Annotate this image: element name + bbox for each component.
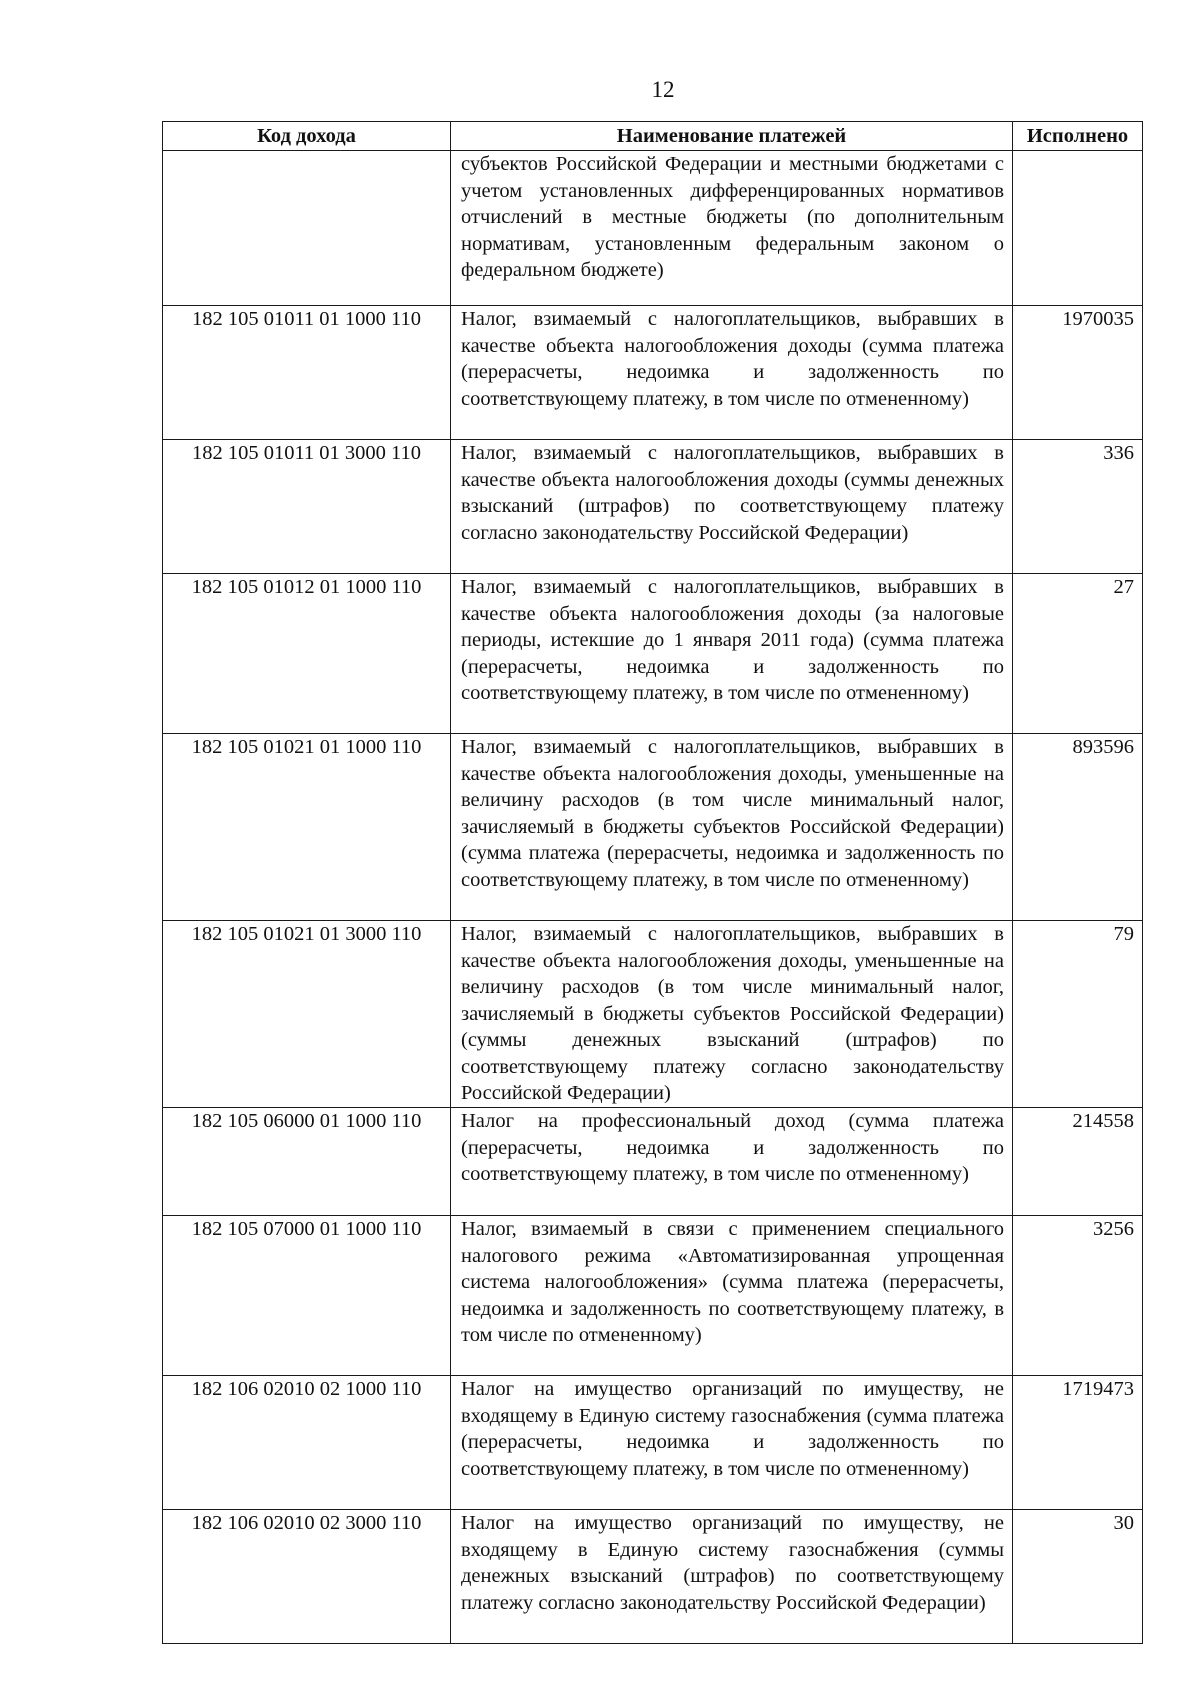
payment-name: субъектов Российской Федерации и местными бюджетами с учетом установленных дифференцированных нормативов отчислений в местные бюджеты (по дополнительным нормативам, установленным федеральным законом о федеральном бюджете) (451, 151, 1013, 306)
income-code: 182 105 01011 01 1000 110 (163, 306, 451, 440)
header-code: Код дохода (163, 122, 451, 151)
income-code: 182 105 01012 01 1000 110 (163, 574, 451, 734)
table-row (163, 1216, 1143, 1376)
header-name: Наименование платежей (451, 122, 1013, 151)
executed-amount: 336 (1013, 440, 1143, 574)
table-row (163, 151, 1143, 306)
payment-name: Налог на имущество организаций по имуществу, не входящему в Единую систему газоснабжения (сумма платежа (перерасчеты, недоимка и задолженность по соответствующему платежу, в том числе по отмененному) (451, 1376, 1013, 1510)
payment-name: Налог, взимаемый в связи с применением специального налогового режима «Автоматизированная упрощенная система налогообложения» (сумма платежа (перерасчеты, недоимка и задолженность по соответствующему платежу, в том числе по отмененному) (451, 1216, 1013, 1376)
table-row (163, 306, 1143, 440)
executed-amount: 893596 (1013, 734, 1143, 921)
executed-amount: 1970035 (1013, 306, 1143, 440)
executed-amount: 3256 (1013, 1216, 1143, 1376)
table-row (163, 1510, 1143, 1644)
executed-amount: 27 (1013, 574, 1143, 734)
payment-name: Налог на имущество организаций по имуществу, не входящему в Единую систему газоснабжения (суммы денежных взысканий (штрафов) по соответствующему платежу согласно законодательству Российской Федерации) (451, 1510, 1013, 1644)
table-row (163, 574, 1143, 734)
page-number: 12 (651, 77, 675, 102)
income-code (163, 151, 451, 306)
table-header-row (163, 122, 1143, 151)
income-code: 182 105 01011 01 3000 110 (163, 440, 451, 574)
table-row (163, 1108, 1143, 1216)
table-row (163, 1376, 1143, 1510)
table-row (163, 734, 1143, 921)
executed-amount: 214558 (1013, 1108, 1143, 1216)
income-code: 182 106 02010 02 3000 110 (163, 1510, 451, 1644)
payment-name: Налог, взимаемый с налогоплательщиков, выбравших в качестве объекта налогообложения доходы (сумма платежа (перерасчеты, недоимка и задолженность по соответствующему платежу, в том числе по отмененному) (451, 306, 1013, 440)
payment-name: Налог, взимаемый с налогоплательщиков, выбравших в качестве объекта налогообложения доходы, уменьшенные на величину расходов (в том числе минимальный налог, зачисляемый в бюджеты субъектов Российской Федерации) (суммы денежных взысканий (штрафов) по соответствующему платежу согласно законодательству Российской Федерации) (451, 921, 1013, 1108)
header-value: Исполнено (1013, 122, 1143, 151)
executed-amount: 79 (1013, 921, 1143, 1108)
income-code: 182 105 01021 01 1000 110 (163, 734, 451, 921)
executed-amount: 1719473 (1013, 1376, 1143, 1510)
table-row (163, 440, 1143, 574)
table-row (163, 921, 1143, 1108)
income-code: 182 105 07000 01 1000 110 (163, 1216, 451, 1376)
payment-name: Налог, взимаемый с налогоплательщиков, выбравших в качестве объекта налогообложения доходы (суммы денежных взысканий (штрафов) по соответствующему платежу согласно законодательству Российской Федерации) (451, 440, 1013, 574)
income-code: 182 105 06000 01 1000 110 (163, 1108, 451, 1216)
payment-name: Налог на профессиональный доход (сумма платежа (перерасчеты, недоимка и задолженность по соответствующему платежу, в том числе по отмененному) (451, 1108, 1013, 1216)
payment-name: Налог, взимаемый с налогоплательщиков, выбравших в качестве объекта налогообложения доходы (за налоговые периоды, истекшие до 1 января 2011 года) (сумма платежа (перерасчеты, недоимка и задолженность по соответствующему платежу, в том числе по отмененному) (451, 574, 1013, 734)
payment-name: Налог, взимаемый с налогоплательщиков, выбравших в качестве объекта налогообложения доходы, уменьшенные на величину расходов (в том числе минимальный налог, зачисляемый в бюджеты субъектов Российской Федерации) (сумма платежа (перерасчеты, недоимка и задолженность по соответствующему платежу, в том числе по отмененному) (451, 734, 1013, 921)
executed-amount (1013, 151, 1143, 306)
executed-amount: 30 (1013, 1510, 1143, 1644)
revenue-table (162, 121, 1143, 1644)
income-code: 182 105 01021 01 3000 110 (163, 921, 451, 1108)
income-code: 182 106 02010 02 1000 110 (163, 1376, 451, 1510)
